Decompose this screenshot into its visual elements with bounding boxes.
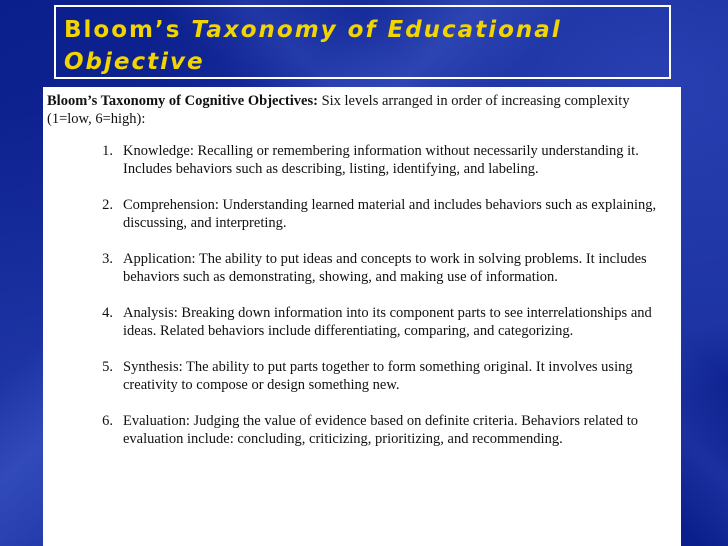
level-item-synthesis [47,358,675,394]
title-taxonomy-text: Taxonomy of Educational [191,17,562,43]
level-description: Knowledge: Recalling or remembering information without necessarily understanding it. Includes behaviors such as describing, listing, identifying, and labeling. [123,143,639,177]
intro-description: Six levels arranged in order of increasing complexity (1=low, 6=high): [47,93,630,127]
level-item-comprehension [47,196,675,232]
level-number: 1. [102,143,113,159]
title-word-blooms: Bloom’s [64,17,192,43]
taxonomy-levels-list [47,142,675,448]
level-number: 2. [102,197,113,213]
slide-title-box [54,5,671,79]
slide-title-line-2: Objective [64,49,205,75]
level-description: Synthesis: The ability to put parts together to form something original. It involves using creativity to compose or design something new. [123,359,633,393]
slide-title-line-1 [64,14,661,46]
level-description: Evaluation: Judging the value of evidence based on definite criteria. Behaviors related to evaluation include: concluding, criticizing, prioritizing, and recommending. [123,413,638,447]
level-item-analysis [47,304,675,340]
level-number: 4. [102,305,113,321]
document-image [43,87,681,546]
level-number: 5. [102,359,113,375]
intro-heading: Bloom’s Taxonomy of Cognitive Objectives: [47,93,318,109]
level-item-knowledge [47,142,675,178]
level-description: Analysis: Breaking down information into its component parts to see interrelationships and ideas. Related behaviors include differentiating, comparing, and categorizing. [123,305,652,339]
level-item-application [47,250,675,286]
level-item-evaluation [47,412,675,448]
level-description: Comprehension: Understanding learned material and includes behaviors such as explaining, discussing, and interpreting. [123,197,657,231]
level-number: 3. [102,251,113,267]
level-description: Application: The ability to put ideas and concepts to work in solving problems. It includes behaviors such as demonstrating, showing, and making use of information. [123,251,647,285]
level-number: 6. [102,413,113,429]
document-intro [47,92,675,128]
